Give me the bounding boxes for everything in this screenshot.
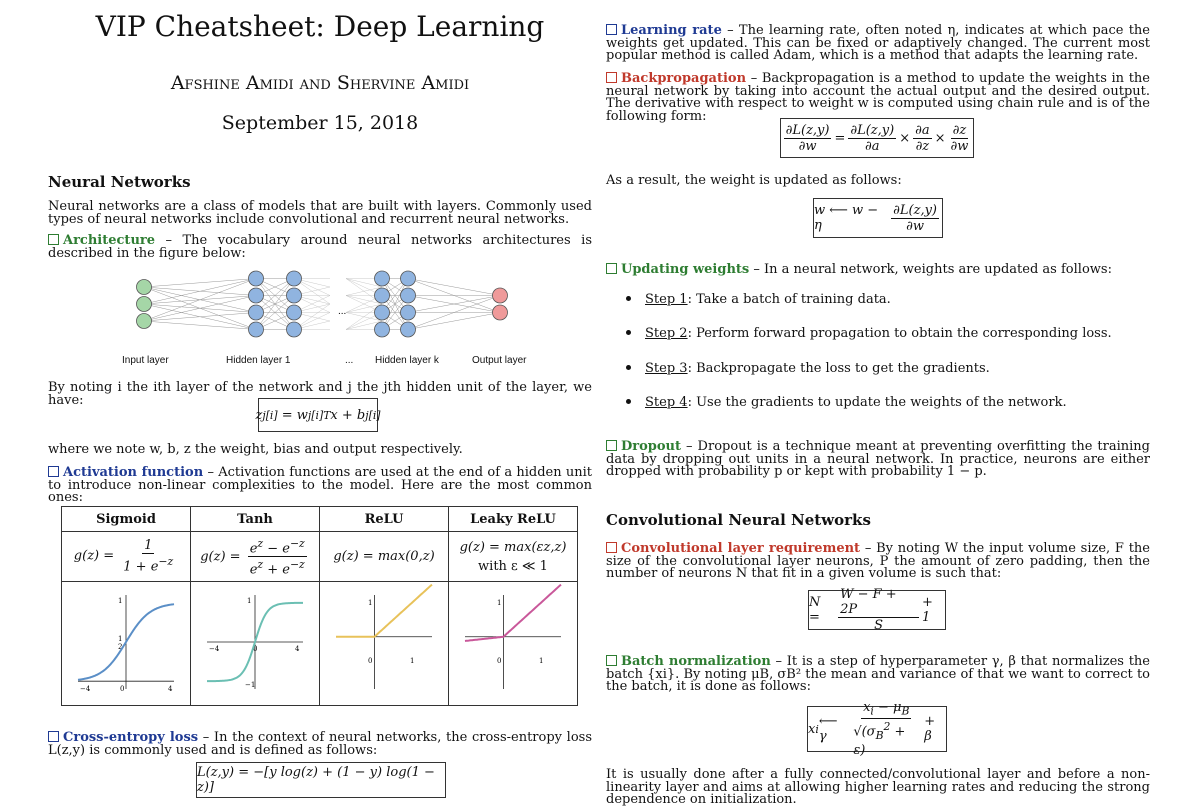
network-edge xyxy=(144,321,256,330)
network-node xyxy=(375,322,390,337)
checkbox-square-icon xyxy=(606,24,617,35)
relu-plot-cell xyxy=(320,582,449,706)
bullet-dot-icon xyxy=(626,330,631,335)
sigmoid-plot-cell xyxy=(62,582,191,706)
section-heading-cnn: Convolutional Neural Networks xyxy=(606,511,871,529)
document-date: September 15, 2018 xyxy=(221,112,419,134)
network-node xyxy=(493,305,508,320)
cross-entropy-text: – In the context of neural networks, the cross-entropy loss L(z,y) is commonly used and is defined as follows: xyxy=(48,730,592,758)
activation-text: – Activation functions are used at the end of a hidden unit to introduce non-linear complexities to the model. Here are the most common ones: xyxy=(48,465,593,505)
conv-layer-text: – By noting W the input volume size, F the size of the convolutional layer neurons, P the amount of zero padding, then the number of neurons N that fit in a given volume is such that: xyxy=(606,541,1150,581)
activation-title: Activation function xyxy=(48,465,203,480)
activation-header: Tanh xyxy=(191,507,320,532)
learning-rate-title: Learning rate xyxy=(606,23,722,38)
plot-tick-label: −4 xyxy=(209,644,220,653)
plot-tick-label: 1 xyxy=(539,656,544,665)
network-edge xyxy=(144,279,256,322)
input-layer-label: Input layer xyxy=(122,355,169,366)
updating-weights-text: – In a neural network, weights are updated as follows: xyxy=(749,262,1112,277)
learning-rate-text: – The learning rate, often noted η, indicates at which pace the weights get updated. This can be fixed or adaptively changed. The current most popular method is called Adam, which is a method that adapts the learning rate. xyxy=(606,23,1150,63)
checkbox-square-icon xyxy=(606,542,617,553)
final-text: It is usually done after a fully connected/convolutional layer and before a non-linearity layer and aims at allowing higher learning rates and reducing the strong dependence on initialization. xyxy=(606,767,1150,807)
relu-formula: g(z) = max(0,z) xyxy=(320,532,449,582)
output-layer-label: Output layer xyxy=(472,355,527,366)
checkbox-square-icon xyxy=(606,655,617,666)
architecture-title: Architecture xyxy=(48,233,155,248)
batch-norm-paragraph xyxy=(606,655,1150,694)
document-title: VIP Cheatsheet: Deep Learning xyxy=(95,10,545,43)
network-node xyxy=(375,305,390,320)
plot-tick-label: 0 xyxy=(120,684,125,693)
plot-tick-label: 0 xyxy=(497,656,502,665)
conv-layer-title: Convolutional layer requirement xyxy=(606,541,860,556)
plot-tick-label: 1 xyxy=(497,598,502,607)
checkbox-square-icon xyxy=(606,263,617,274)
network-node xyxy=(137,297,152,312)
network-node xyxy=(249,288,264,303)
network-node xyxy=(287,288,302,303)
step-item: Step 4: Use the gradients to update the weights of the network. xyxy=(626,395,1067,410)
plot-tick-label: −4 xyxy=(80,684,91,693)
ellipsis-label: ... xyxy=(345,355,354,366)
network-edge xyxy=(408,279,500,296)
network-edge xyxy=(144,313,256,322)
network-node xyxy=(137,314,152,329)
section-heading-neural-networks: Neural Networks xyxy=(48,173,191,191)
network-edge xyxy=(408,313,500,330)
network-node xyxy=(493,288,508,303)
network-node xyxy=(401,271,416,286)
plot-tick-label: 0 xyxy=(253,644,258,653)
dropout-text: – Dropout is a technique meant at preventing overfitting the training data by dropping out units in a neural network. In practice, neurons are either dropped with probability p or kept with probability 1 − p. xyxy=(606,439,1150,479)
conv-layer-paragraph xyxy=(606,542,1150,581)
step-item: Step 3: Backpropagate the loss to get the gradients. xyxy=(626,361,990,376)
bullet-dot-icon xyxy=(626,365,631,370)
leaky-relu-plot xyxy=(453,583,573,701)
network-node xyxy=(401,305,416,320)
batch-norm-title: Batch normalization xyxy=(606,654,771,669)
backprop-title: Backpropagation xyxy=(606,71,746,86)
network-node xyxy=(401,288,416,303)
plot-tick-label: 0 xyxy=(368,656,373,665)
network-node xyxy=(375,271,390,286)
network-node xyxy=(287,305,302,320)
document-authors: Afshine Amidi and Shervine Amidi xyxy=(170,72,470,94)
hidden-layer-1-label: Hidden layer 1 xyxy=(226,355,291,366)
cross-entropy-title: Cross-entropy loss xyxy=(48,730,198,745)
network-node xyxy=(249,322,264,337)
dropout-title: Dropout xyxy=(606,439,681,454)
chain-rule-formula-box: $\frac{\partial L(z,y)}{\partial w}$ = $\frac{\partial L(z,y)}{\partial a}$ × $\frac{\partial a}{\partial z}$ × $\frac{\partial z}{\partial w}$ xyxy=(780,118,974,158)
activation-header: Leaky ReLU xyxy=(449,507,578,532)
dropout-paragraph xyxy=(606,440,1150,479)
network-node xyxy=(249,271,264,286)
network-node xyxy=(287,322,302,337)
network-node xyxy=(375,288,390,303)
network-node xyxy=(287,271,302,286)
learning-rate-paragraph xyxy=(606,24,1150,63)
leaky-plot-cell xyxy=(449,582,578,706)
backprop-paragraph xyxy=(606,72,1150,123)
plot-tick-label: −1 xyxy=(245,680,256,689)
architecture-text: – The vocabulary around neural networks architectures is described in the figure below: xyxy=(48,233,592,261)
updating-weights-title: Updating weights xyxy=(606,262,749,277)
activation-paragraph xyxy=(48,466,592,505)
network-node xyxy=(401,322,416,337)
checkbox-square-icon xyxy=(606,72,617,83)
batch-norm-text: – It is a step of hyperparameter γ, β that normalizes the batch {xi}. By noting μB, σB² the mean and variance of that we want to correct to the batch, it is done as follows: xyxy=(606,654,1150,694)
checkbox-square-icon xyxy=(48,731,59,742)
result-text: As a result, the weight is updated as follows: xyxy=(606,173,902,188)
plot-tick-label: 1 xyxy=(118,596,123,605)
leaky-relu-formula: g(z) = max(εz,z) with ε ≪ 1 xyxy=(449,532,578,582)
weight-update-formula-box: w ⟵ w − η $\frac{\partial L(z,y)}{\partial w}$ xyxy=(813,198,943,238)
cross-entropy-formula-box: L(z,y) = −[y log(z) + (1 − y) log(1 − z)] xyxy=(196,762,446,798)
architecture-paragraph xyxy=(48,234,592,260)
plot-curve xyxy=(336,584,432,636)
network-node xyxy=(137,280,152,295)
network-node xyxy=(249,305,264,320)
batch-norm-formula-box: x i ⟵ γ $\frac{x_i - \mu_B}{√(\sigma_B^2 + \varepsilon)}$ + β xyxy=(807,706,947,752)
bullet-dot-icon xyxy=(626,296,631,301)
checkbox-square-icon xyxy=(48,466,59,477)
layer-formula-box: z j [i] = w j [i]T x + b j [i] xyxy=(258,398,378,432)
nn-intro: Neural networks are a class of models that are built with layers. Commonly used types of neural networks include convolutional and recurrent neural networks. xyxy=(48,199,592,227)
sigmoid-formula: g(z) = $\frac{1}{1 + e^{-z}}$ xyxy=(62,532,191,582)
tanh-formula: g(z) = $\frac{e^z - e^{-z}}{e^z + e^{-z}}$ xyxy=(191,532,320,582)
activation-header: ReLU xyxy=(320,507,449,532)
plot-tick-label: 1 xyxy=(368,598,373,607)
network-diagram xyxy=(120,262,540,346)
bullet-dot-icon xyxy=(626,399,631,404)
plot-tick-label: 1 xyxy=(247,596,252,605)
checkbox-square-icon xyxy=(606,440,617,451)
network-edge xyxy=(144,296,256,322)
step-item: Step 2: Perform forward propagation to obtain the corresponding loss. xyxy=(626,326,1112,341)
conv-formula-box: N = $\frac{W - F + 2P}{S}$ + 1 xyxy=(808,590,946,630)
plot-tick-label: 1 xyxy=(410,656,415,665)
hidden-layer-k-label: Hidden layer k xyxy=(375,355,439,366)
network-edge xyxy=(144,279,256,305)
plot-tick-label: 4 xyxy=(295,644,300,653)
relu-plot xyxy=(324,583,444,701)
updating-weights-paragraph xyxy=(606,263,1150,277)
plot-tick-label: 2 xyxy=(118,642,123,651)
tanh-plot-cell xyxy=(191,582,320,706)
activation-table xyxy=(61,506,578,706)
checkbox-square-icon xyxy=(48,234,59,245)
network-ellipsis: ... xyxy=(338,306,347,317)
network-edge xyxy=(144,279,256,288)
noting-text: By noting i the ith layer of the network and j the jth hidden unit of the layer, we have: xyxy=(48,380,592,408)
sigmoid-plot xyxy=(66,583,186,701)
plot-tick-label: 1 xyxy=(118,634,123,643)
plot-curve xyxy=(465,584,561,640)
cross-entropy-paragraph xyxy=(48,731,592,757)
backprop-text: – Backpropagation is a method to update the weights in the neural network by taking into account the actual output and the desired output. The derivative with respect to weight w is computed using chain rule and is of the following form: xyxy=(606,71,1150,124)
activation-header: Sigmoid xyxy=(62,507,191,532)
where-text: where we note w, b, z the weight, bias and output respectively. xyxy=(48,442,463,457)
plot-tick-label: 4 xyxy=(168,684,173,693)
tanh-plot xyxy=(195,583,315,701)
step-item: Step 1: Take a batch of training data. xyxy=(626,292,891,307)
